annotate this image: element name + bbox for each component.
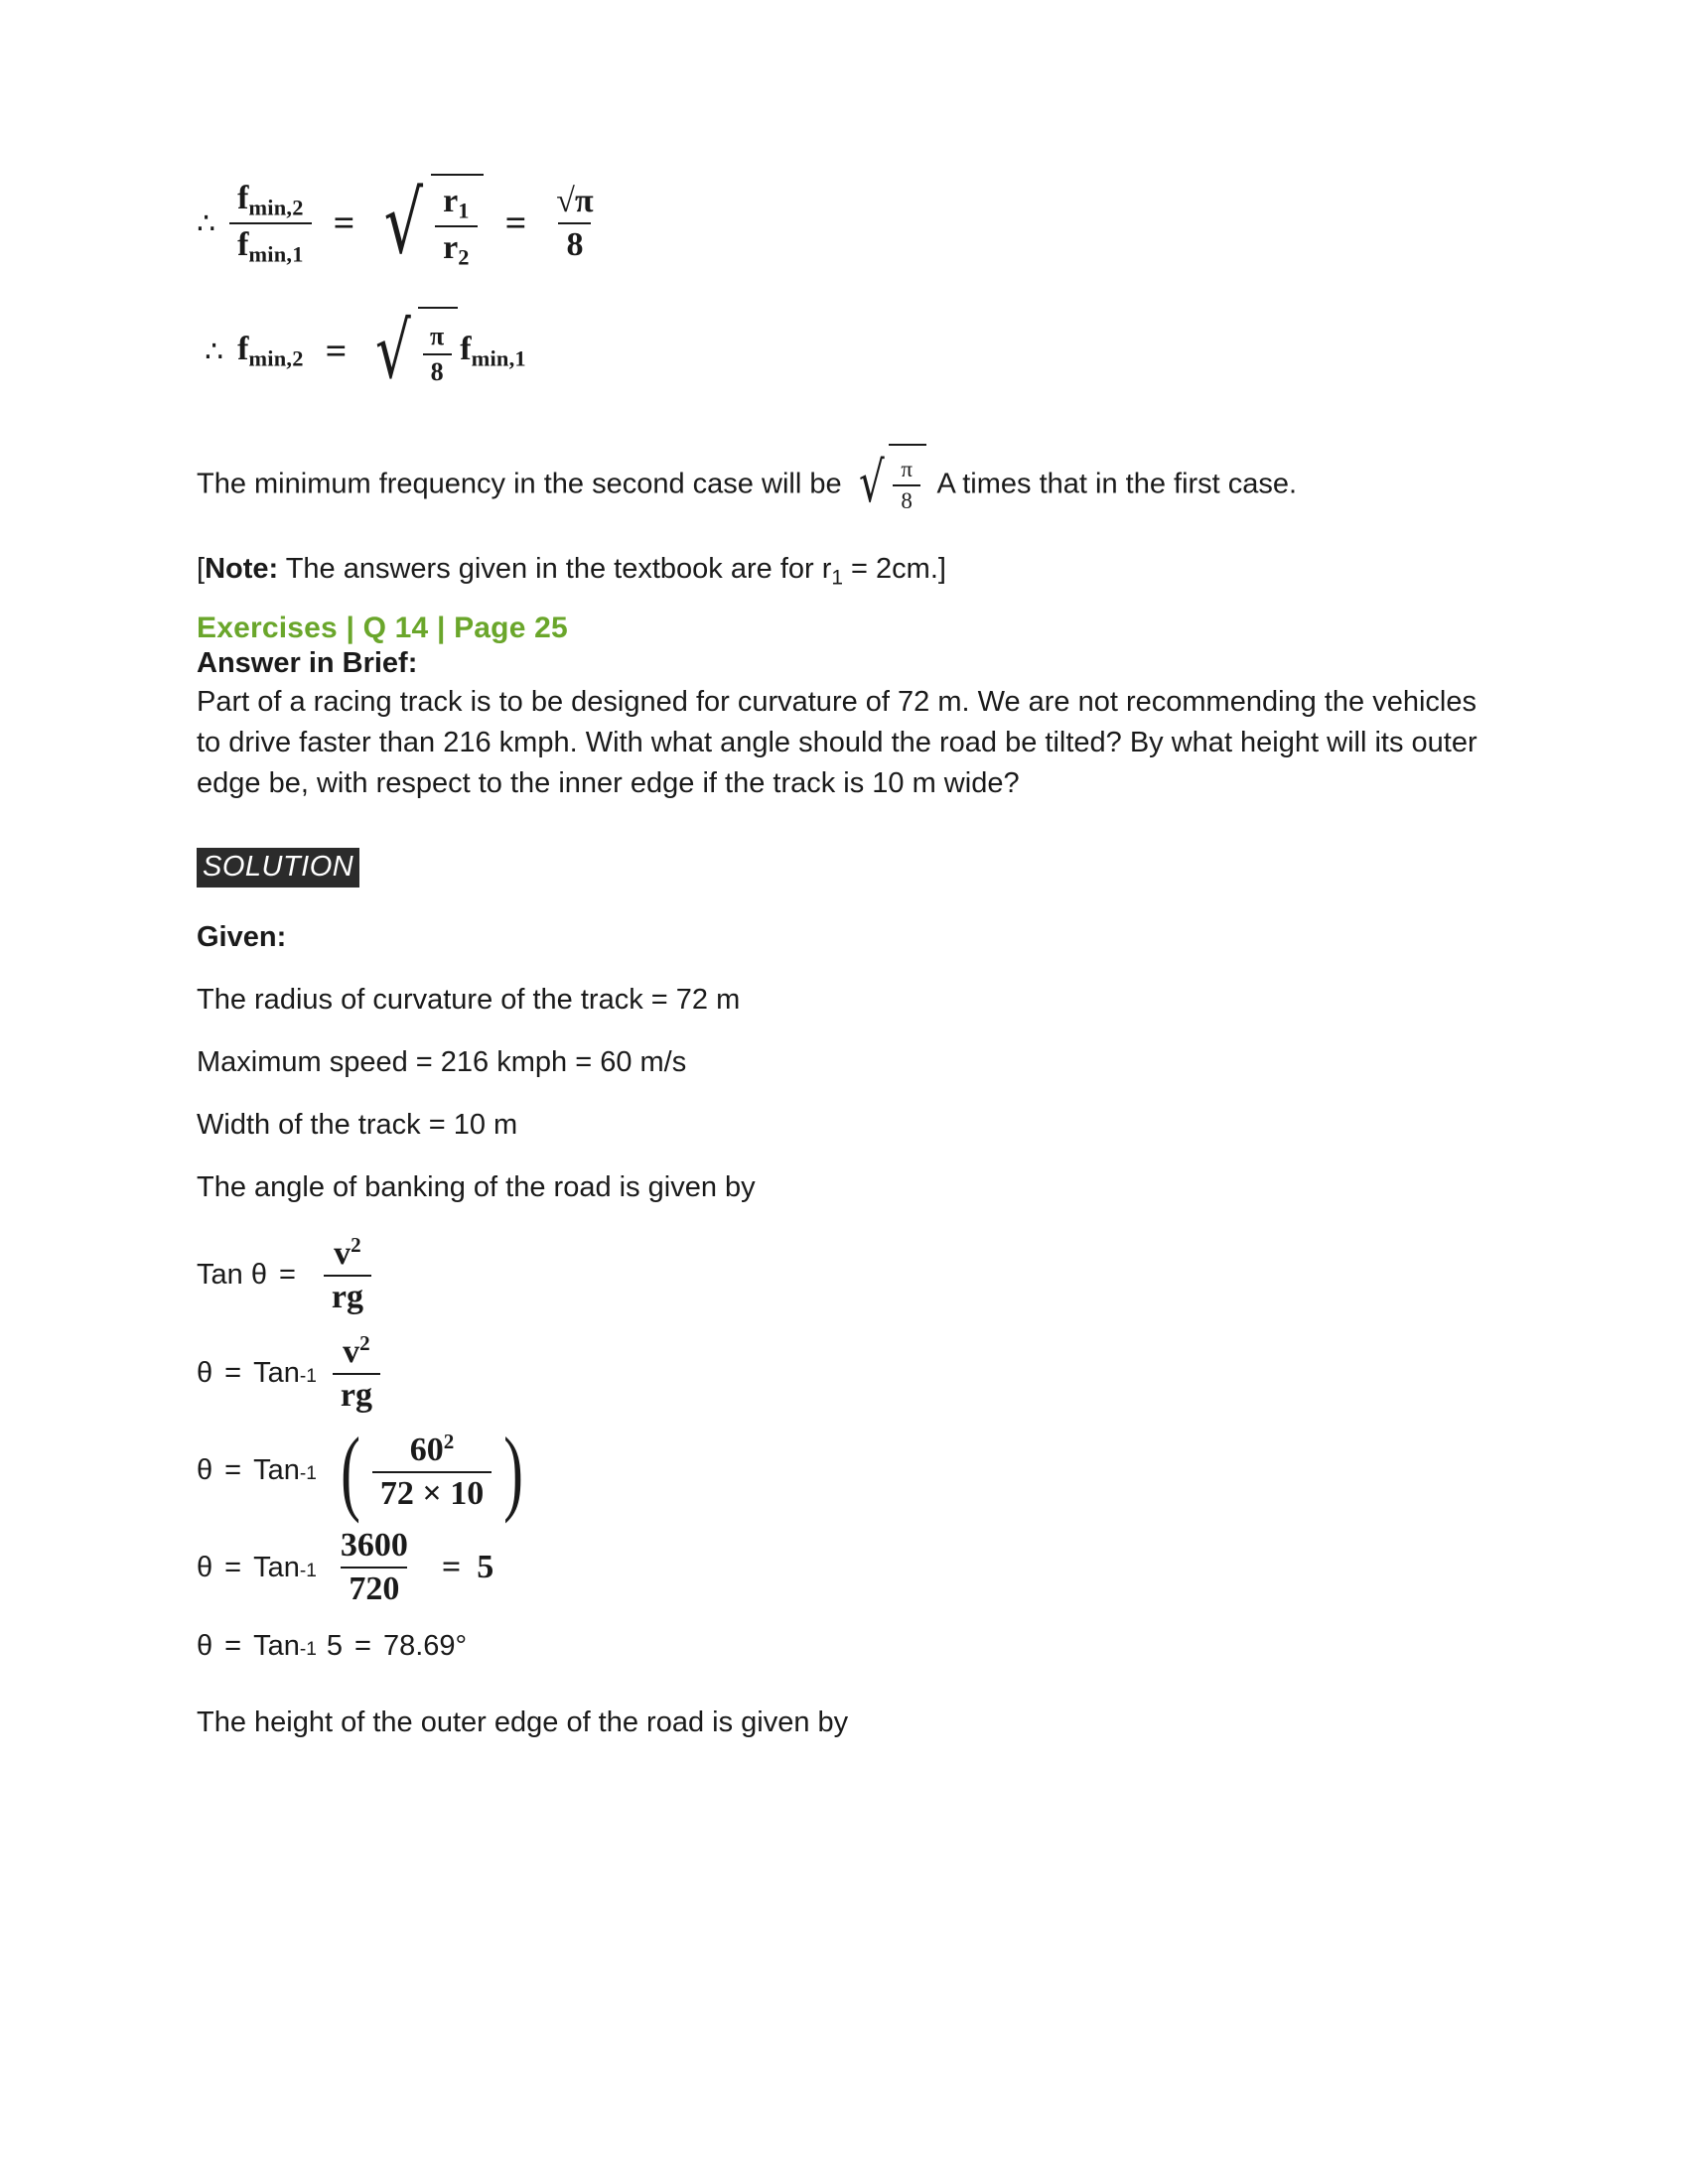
sentence-before: The minimum frequency in the second case will be — [197, 468, 842, 500]
fraction-denominator — [229, 222, 312, 267]
derivation-row-3600-720 — [197, 1528, 1487, 1607]
exponent: 2 — [359, 1330, 370, 1355]
inverse-exponent: -1 — [299, 1638, 317, 1660]
final-angle-value: 78.69° — [382, 1629, 468, 1662]
fraction-denominator: 8 — [423, 353, 452, 386]
fmin1-label — [460, 331, 526, 371]
inverse-exponent: -1 — [299, 1463, 317, 1485]
fraction-denominator: 8 — [893, 484, 920, 514]
left-paren: ( — [340, 1417, 360, 1524]
fraction-numerator — [326, 1234, 369, 1275]
fraction-numerator: 3600 — [340, 1527, 408, 1565]
fraction-numerator: √π — [556, 182, 594, 219]
derivation-row-theta-arctan-numbers — [197, 1417, 1487, 1524]
fraction-denominator: 8 — [558, 222, 591, 264]
r-symbol: r — [443, 228, 459, 266]
square-root — [854, 444, 926, 523]
theta-symbol: θ — [197, 1551, 213, 1583]
fraction-v2-over-rg — [324, 1234, 371, 1316]
f-symbol: f — [460, 331, 472, 368]
fraction-v2-over-rg — [333, 1332, 380, 1415]
fmin2-label — [237, 331, 304, 371]
fraction-denominator — [435, 225, 478, 270]
fraction-numerator — [402, 1431, 463, 1471]
r-subscript: 2 — [458, 243, 470, 269]
radicand — [418, 307, 458, 396]
f-symbol: f — [237, 331, 249, 368]
f-subscript: min,2 — [248, 345, 304, 371]
result-value: 5 — [477, 1549, 494, 1586]
fraction-r1-r2 — [435, 184, 478, 269]
exponent: 2 — [351, 1233, 361, 1258]
closing-line: The height of the outer edge of the road is given by — [197, 1706, 849, 1738]
fraction-sqrtpi-over-8 — [548, 184, 601, 263]
equals-sign: = — [441, 1549, 462, 1586]
equals-sign: = — [224, 1454, 242, 1487]
exponent: 2 — [443, 1429, 455, 1453]
f-symbol: f — [237, 180, 249, 216]
f-subscript: min,1 — [248, 240, 304, 266]
equals-sign: = — [224, 1356, 242, 1389]
exercise-heading: Exercises | Q 14 | Page 25 — [197, 611, 568, 644]
radical-sign-icon: √ — [375, 307, 412, 396]
solution-tag: SOLUTION — [197, 848, 359, 887]
answer-in-brief-label: Answer in Brief: — [197, 646, 418, 679]
note-label: Note: — [205, 552, 279, 585]
note-text-after: = 2cm.] — [843, 552, 946, 585]
sixty-value: 60 — [409, 1431, 444, 1468]
arctan-argument: 5 — [326, 1629, 343, 1662]
parenthesized-fraction — [335, 1417, 529, 1524]
f-symbol: f — [237, 225, 249, 263]
tan-function: Tan — [253, 1629, 300, 1662]
given-label: Given: — [197, 921, 287, 954]
tan-function: Tan — [253, 1356, 300, 1389]
therefore-symbol: ∴ — [197, 205, 216, 241]
fraction-pi-over-8 — [422, 323, 452, 385]
textbook-note — [197, 553, 1487, 590]
theta-symbol: θ — [197, 1356, 213, 1389]
sentence-after: A times that in the first case. — [936, 468, 1298, 500]
fraction-denominator: 720 — [341, 1567, 407, 1608]
fraction-numerator — [435, 184, 478, 225]
square-root-pi-over-8 — [368, 307, 458, 396]
radicand — [889, 444, 926, 523]
arctan-label — [253, 1552, 317, 1584]
question-text: Part of a racing track is to be designed for curvature of 72 m. We are not recommending the vehicles to drive faster than 216 kmph. With what angle should the road be tilted? By what height will its outer edge be, with respect to the inner edge if the track is 10 m wide? — [197, 685, 1477, 800]
tan-function: Tan — [253, 1454, 300, 1487]
fraction-numerator: π — [430, 322, 445, 351]
fraction-60sq-over-72x10 — [372, 1431, 492, 1513]
equation-ratio-fmin — [197, 174, 1487, 273]
arctan-label — [253, 1357, 317, 1390]
f-subscript: min,2 — [248, 195, 304, 220]
fraction-3600-over-720 — [333, 1528, 416, 1607]
fraction-numerator — [335, 1332, 378, 1373]
fraction-denominator: rg — [324, 1275, 371, 1316]
derivation-block — [197, 1234, 1487, 1662]
radical-sign-icon: √ — [383, 174, 424, 273]
given-item-radius: The radius of curvature of the track = 72 m — [197, 984, 741, 1017]
document-content — [197, 174, 1487, 1739]
banking-intro-text: The angle of banking of the road is given by — [197, 1171, 756, 1204]
arctan-label — [253, 1630, 317, 1663]
fraction-fmin-ratio — [229, 181, 312, 266]
fraction-numerator: π — [901, 457, 913, 482]
radical-sign-icon: √ — [858, 451, 885, 515]
v-symbol: v — [343, 1333, 360, 1371]
f-subscript: min,1 — [471, 345, 526, 371]
note-text-before: The answers given in the textbook are for r — [278, 552, 832, 585]
note-subscript: 1 — [831, 565, 843, 589]
equals-sign: = — [333, 203, 355, 244]
given-item-width: Width of the track = 10 m — [197, 1109, 518, 1142]
right-paren: ) — [503, 1417, 524, 1524]
radicand — [431, 174, 484, 273]
r-subscript: 1 — [458, 198, 470, 223]
square-root-r1-r2 — [376, 174, 483, 273]
given-item-speed: Maximum speed = 216 kmph = 60 m/s — [197, 1046, 687, 1079]
equals-sign: = — [278, 1259, 296, 1292]
inverse-exponent: -1 — [299, 1560, 317, 1581]
fraction-denominator: 72 × 10 — [372, 1471, 492, 1513]
inverse-exponent: -1 — [299, 1365, 317, 1387]
therefore-symbol: ∴ — [205, 334, 224, 369]
equals-sign: = — [325, 331, 348, 372]
derivation-row-tan-theta — [197, 1234, 1487, 1316]
tan-function: Tan — [253, 1551, 300, 1583]
equals-sign: = — [224, 1551, 242, 1583]
theta-symbol: θ — [197, 1454, 213, 1487]
frequency-conclusion-sentence — [197, 446, 1487, 525]
solution-tag-wrapper — [197, 848, 1487, 921]
fraction-denominator: rg — [333, 1373, 380, 1415]
note-open-bracket: [ — [197, 552, 206, 585]
tan-theta-label: Tan θ — [197, 1259, 267, 1292]
fraction-result — [442, 1549, 493, 1586]
equals-sign: = — [354, 1629, 371, 1662]
equals-sign: = — [224, 1629, 242, 1662]
inline-square-root-pi-over-8 — [854, 444, 926, 523]
theta-symbol: θ — [197, 1629, 213, 1662]
derivation-row-final-angle — [197, 1630, 1487, 1663]
arctan-label — [253, 1454, 317, 1487]
equals-sign: = — [504, 203, 527, 244]
derivation-row-theta-arctan-v2rg — [197, 1332, 1487, 1415]
equation-fmin2 — [205, 307, 1487, 396]
fraction-pi-over-8 — [893, 458, 920, 514]
fraction-numerator — [229, 181, 312, 222]
v-symbol: v — [334, 1235, 352, 1273]
r-symbol: r — [443, 183, 459, 219]
